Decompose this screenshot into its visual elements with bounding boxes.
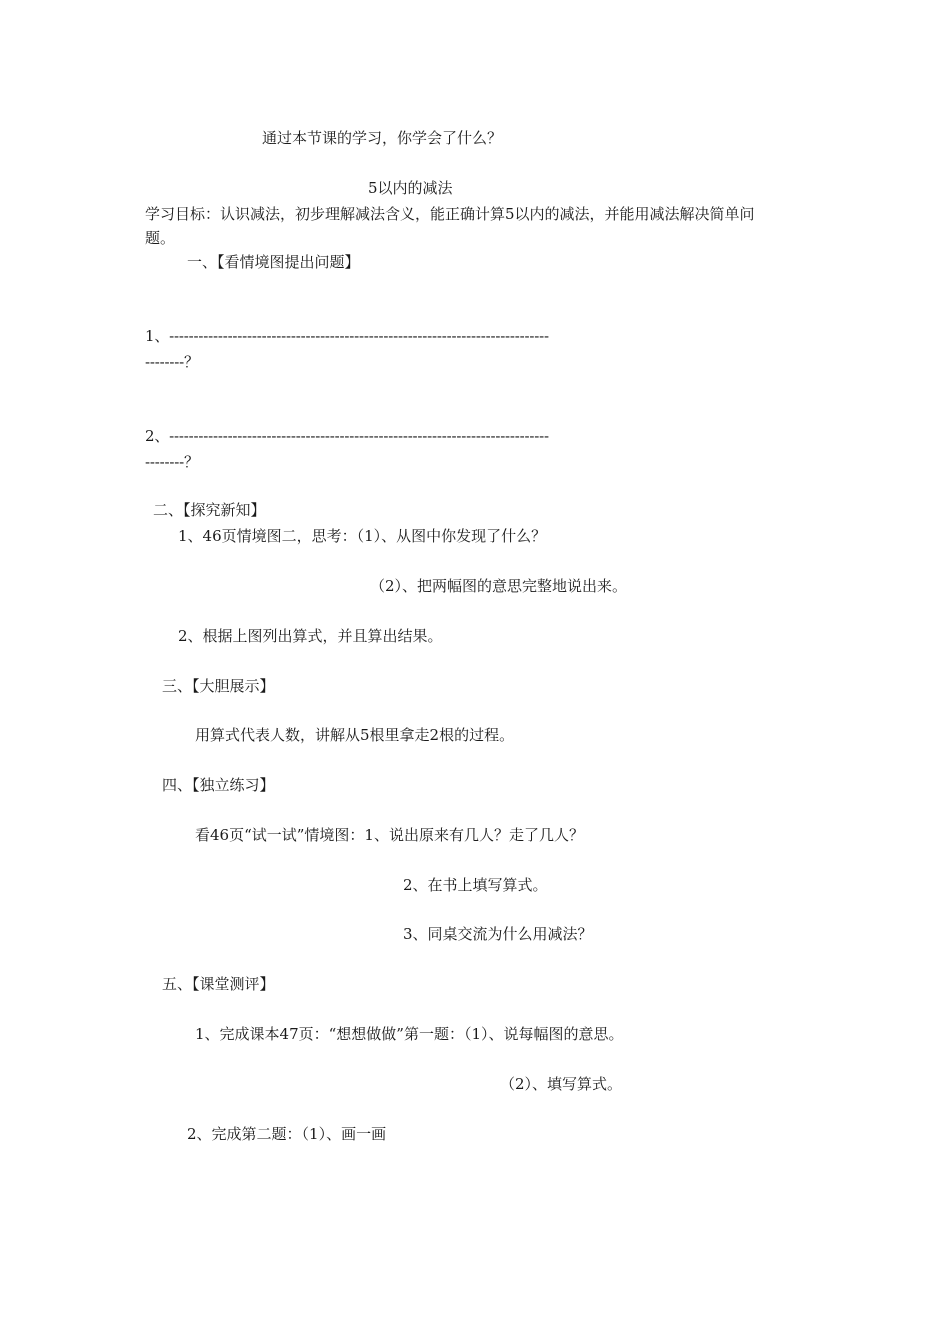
section-4-text-2: 2、在书上填写算式。: [403, 876, 548, 894]
section-5-heading: 五、【课堂测评】: [162, 975, 275, 993]
section-2-item-1-part-2: （2）、把两幅图的意思完整地说出来。: [370, 577, 628, 595]
section-4-text-3: 3、同桌交流为什么用减法？: [403, 925, 593, 943]
learning-goal-line-2: 题。: [145, 229, 176, 247]
question-2-blank-line-2: --------？: [145, 453, 199, 471]
section-3-text: 用算式代表人数，讲解从5根里拿走2根的过程。: [195, 726, 515, 744]
section-2-item-1: 1、46页情境图二，思考：（1）、从图中你发现了什么？: [178, 527, 547, 545]
section-2-heading: 二、【探究新知】: [153, 501, 266, 519]
section-4-heading: 四、【独立练习】: [162, 776, 275, 794]
section-5-item-1: 1、完成课本47页：“想想做做”第一题：（1）、说每幅图的意思。: [195, 1025, 624, 1043]
intro-question: 通过本节课的学习，你学会了什么？: [262, 129, 503, 147]
section-1-heading: 一、【看情境图提出问题】: [187, 253, 360, 271]
section-3-heading: 三、【大胆展示】: [162, 677, 275, 695]
question-1-blank-line-2: --------？: [145, 353, 199, 371]
section-5-item-1-part-2: （2）、填写算式。: [500, 1075, 623, 1093]
learning-goal-line-1: 学习目标：认识减法，初步理解减法含义，能正确计算5以内的减法，并能用减法解决简单问: [145, 205, 755, 223]
question-1-blank-line-1: 1、------------------------------------------------------------------------------: [145, 327, 549, 345]
section-5-item-2: 2、完成第二题：（1）、画一画: [187, 1125, 387, 1143]
page-title: 5以内的减法: [368, 179, 453, 197]
question-2-blank-line-1: 2、------------------------------------------------------------------------------: [145, 427, 549, 445]
section-2-item-2: 2、根据上图列出算式，并且算出结果。: [178, 627, 443, 645]
section-4-text-1: 看46页“试一试”情境图：1、说出原来有几人？走了几人？: [195, 826, 584, 844]
